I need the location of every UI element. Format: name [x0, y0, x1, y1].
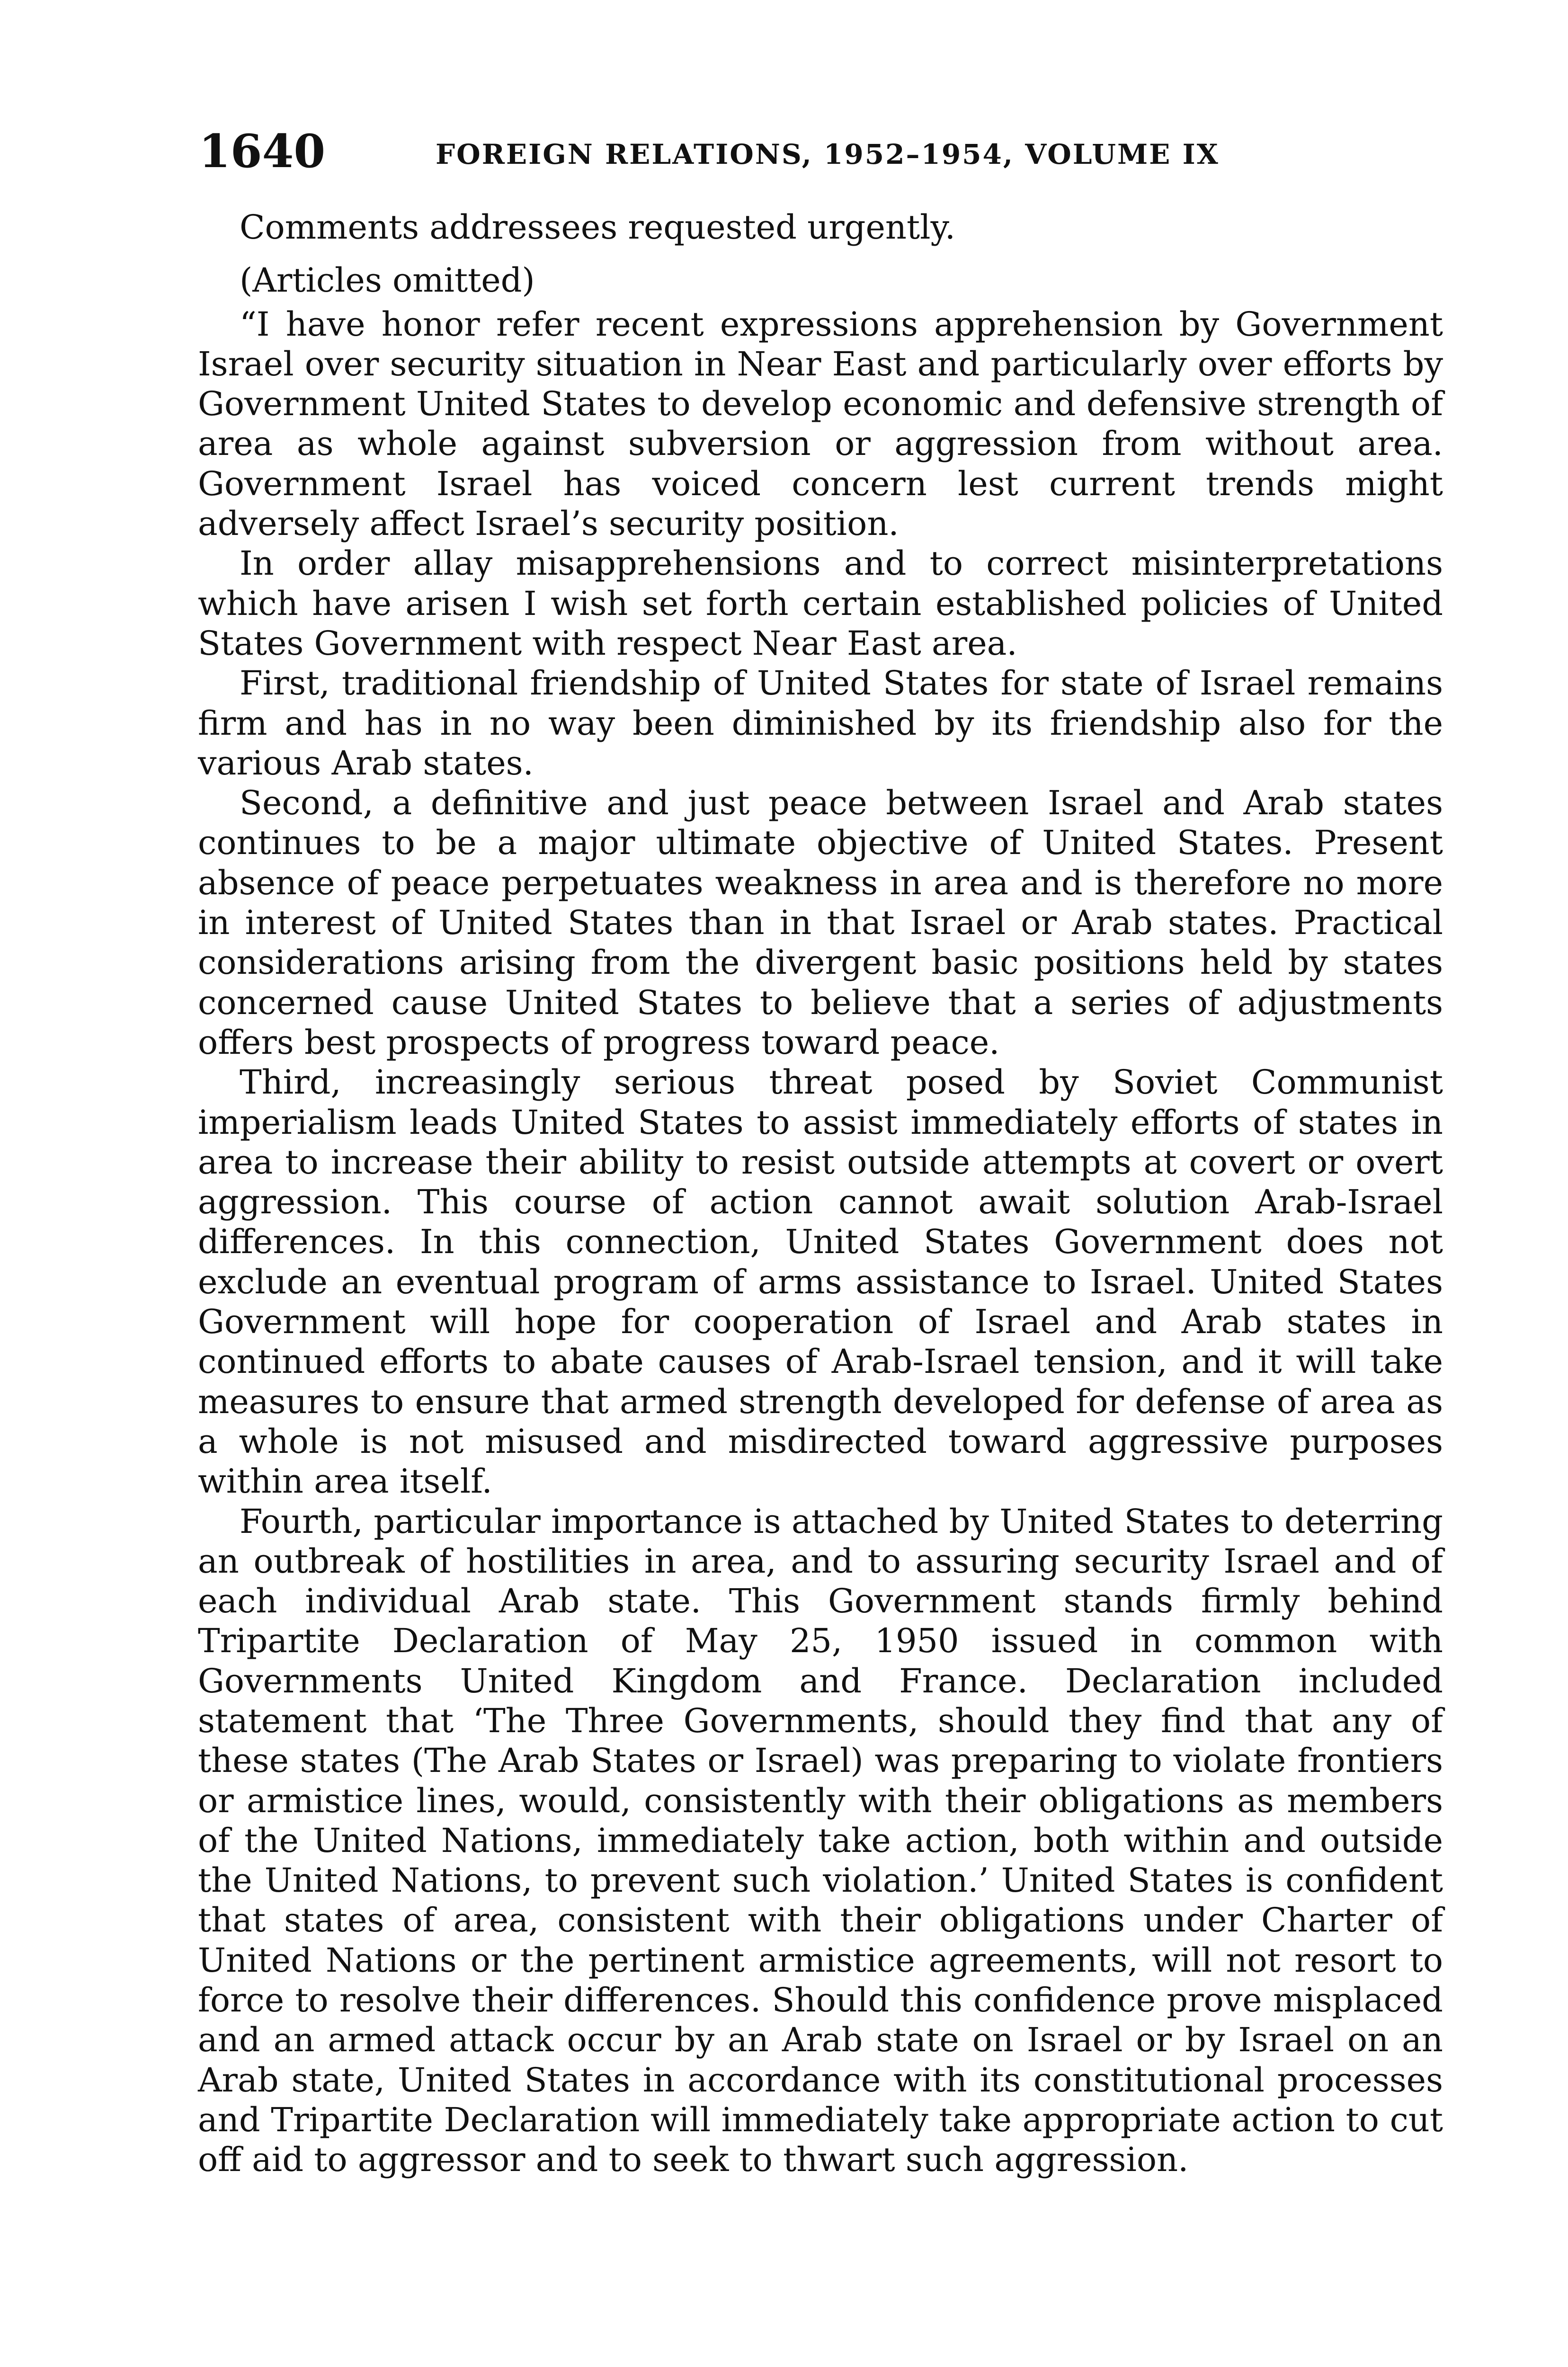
paragraph-fourth-tripartite: Fourth, particular importance is attached by United States to deterring an outbreak of hostilities in area, and to assuring security Israel and of each individual Arab state. This Government stands firmly behind Tripartite Declaration of May 25, 1950 issued in common with Governments United Kingdom and France. Declaration included statement that ‘The Three Governments, should they find that any of these states (The Arab States or Israel) was preparing to violate frontiers or armistice lines, would, consistently with their obligations as members of the United Nations, immediately take action, both within and outside the United Nations, to prevent such violation.’ United States is confident that states of area, consistent with their obligations under Charter of United Nations or the pertinent armistice agreements, will not resort to force to resolve their differences. Should this confidence prove misplaced and an armed attack occur by an Arab state on Israel or by Israel on an Arab state, United States in accordance with its constitutional processes and Tripartite Declaration will immediately take appropriate action to cut off aid to aggressor and to seek to thwart such aggression.: [198, 1502, 1443, 2180]
document-body: [198, 207, 1443, 2180]
paragraph-third-soviet-threat: Third, increasingly serious threat posed by Soviet Communist imperialism leads United States to assist immediately efforts of states in area to increase their ability to resist outside attempts at covert or overt aggression. This course of action cannot await solution Arab-Israel differences. In this connection, United States Government does not exclude an eventual program of arms assistance to Israel. United States Government will hope for cooperation of Israel and Arab states in continued efforts to abate causes of Arab-Israel tension, and it will take measures to ensure that armed strength developed for defense of area as a whole is not misused and misdirected toward aggressive purposes within area itself.: [198, 1063, 1443, 1501]
paragraph-opening: “I have honor refer recent expressions apprehension by Government Israel over security situation in Near East and particularly over efforts by Government United States to develop economic and defensive strength of area as whole against subversion or aggression from without area. Government Israel has voiced concern lest current trends might adversely affect Israel’s security position.: [198, 304, 1443, 543]
paragraph-articles-omitted: (Articles omitted): [240, 261, 535, 300]
paragraph-first-friendship: First, traditional friendship of United States for state of Israel remains firm and has in no way been diminished by its friendship also for the various Arab states.: [198, 664, 1443, 783]
running-title: FOREIGN RELATIONS, 1952–1954, VOLUME IX: [436, 138, 1220, 170]
page-header: [199, 125, 1477, 178]
page-number: 1640: [199, 125, 326, 178]
paragraph-second-peace: Second, a definitive and just peace between Israel and Arab states continues to be a major ultimate objective of United States. Present absence of peace perpetuates weakness in area and is therefore no more in interest of United States than in that Israel or Arab states. Practical considerations arising from the divergent basic positions held by states concerned cause United States to believe that a series of adjustments offers best prospects of progress toward peace.: [198, 783, 1443, 1062]
paragraph-comments-requested: Comments addressees requested urgently.: [240, 208, 956, 247]
paragraph-allay-misapprehensions: In order allay misapprehensions and to correct misinterpretations which have arisen I wish set forth certain established policies of United States Government with respect Near East area.: [198, 544, 1443, 663]
